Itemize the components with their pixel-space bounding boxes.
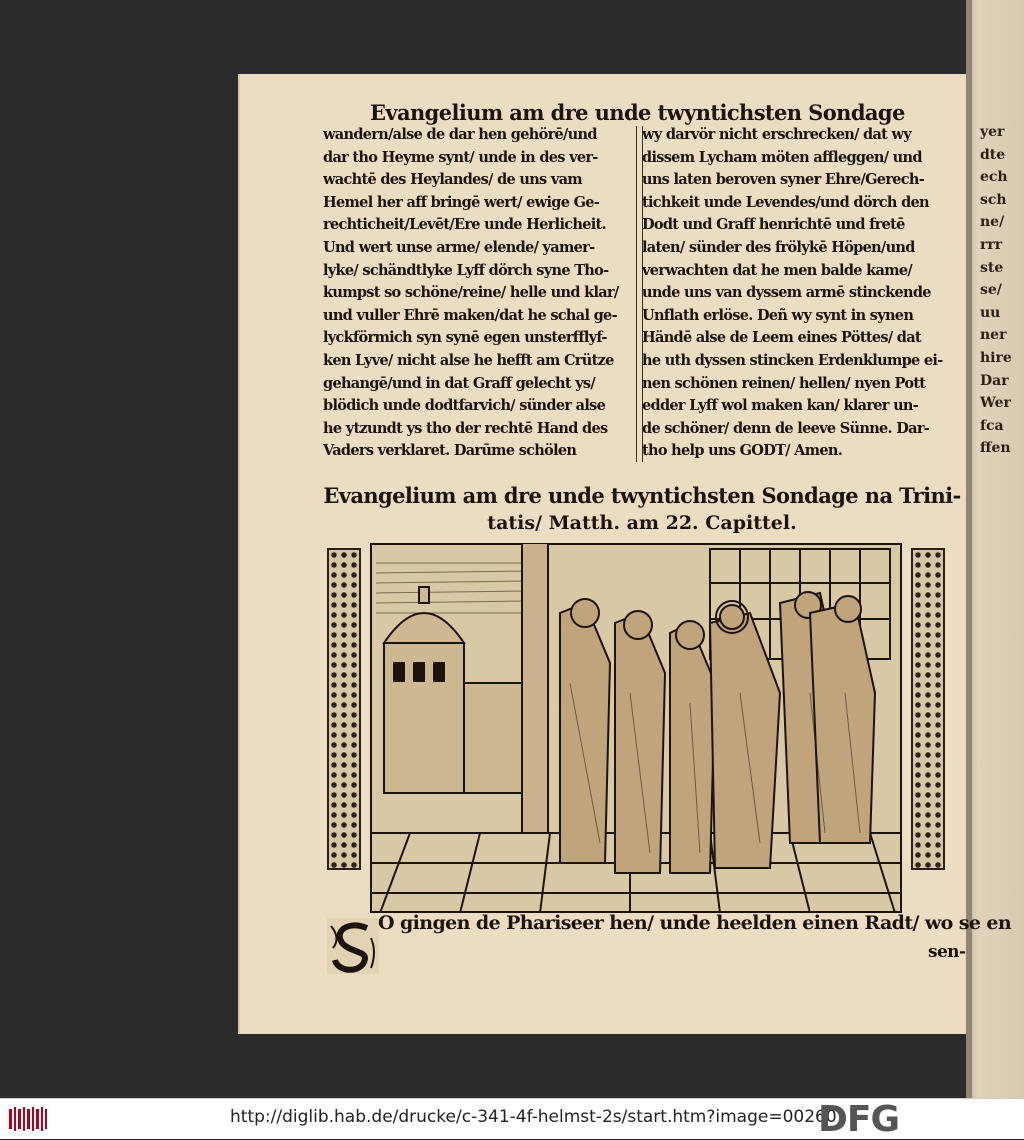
text-line: gehangē/und in dat Graff gelecht ys/ [323, 374, 595, 392]
text-line: he ytzundt ys tho der rechtē Hand des [323, 419, 608, 437]
edge-text-fragment: Wer [980, 395, 1011, 412]
text-line: kumpst so schöne/reine/ helle und klar/ [323, 284, 619, 302]
text-line: und vuller Ehrē maken/dat he schal ge- [323, 306, 617, 324]
text-line: Vaders verklaret. Darūme schölen [323, 442, 577, 460]
decorated-initial-s [327, 918, 379, 974]
edge-text-fragment: hire [980, 350, 1012, 366]
text-line: Und wert unse arme/ elende/ yamer- [323, 238, 595, 256]
footer-bar [0, 1098, 1024, 1139]
text-line: edder Lyff wol maken kan/ klarer un- [642, 397, 919, 415]
text-line: lyckförmich syn synē egen unsterfflyf- [323, 329, 607, 347]
pillar [522, 543, 548, 833]
edge-text-fragment: yer [980, 124, 1005, 140]
body-text-line: O gingen de Phariseer hen/ unde heelden einen Radt/ wo se en [378, 912, 1012, 934]
edge-text-fragment: ne/ [980, 214, 1005, 231]
text-line: Dodt und Graff henrichtē und fretē [642, 216, 905, 234]
text-line: Unflath erlöse. Deñ wy synt in synen [642, 306, 914, 324]
text-line: wachtē des Heylandes/ de uns vam [323, 171, 582, 189]
edge-text-fragment: ffen [980, 440, 1011, 457]
text-column-left [323, 124, 639, 463]
text-line: laten/ sünder des frölykē Höpen/und [642, 238, 915, 256]
text-line: de schöner/ denn de leeve Sünne. Dar- [642, 419, 930, 437]
text-line: Händē alse de Leem eines Pöttes/ dat [642, 329, 921, 347]
text-line: dissem Lycham möten affleggen/ und [642, 148, 922, 166]
edge-text-fragment: se/ [980, 282, 1002, 299]
library-logo-icon [8, 1105, 48, 1133]
text-line: uns laten beroven syner Ehre/Gerech- [642, 171, 925, 189]
edge-text-fragment: rrr [980, 237, 1003, 253]
section-heading [322, 482, 962, 536]
text-line: rechticheit/Levēt/Ere unde Herlicheit. [323, 216, 606, 234]
text-line: verwachten dat he men balde kame/ [642, 261, 912, 279]
edge-text-fragment: sch [980, 191, 1007, 208]
text-line: nen schönen reinen/ hellen/ nyen Pott [642, 374, 926, 392]
edge-text-fragment: ner [980, 327, 1007, 344]
ornamental-border-right [911, 548, 945, 870]
text-line: dar tho Heyme synt/ unde in des ver- [323, 148, 598, 166]
running-title: Evangelium am dre unde twyntichsten Sondage [370, 100, 905, 125]
dfg-logo: DFG [818, 1099, 900, 1140]
text-line: blödich unde dodtfarvich/ sünder alse [323, 397, 606, 415]
woodcut-illustration [370, 543, 902, 913]
catchword: sen- [928, 942, 966, 962]
text-line: tichkeit unde Levendes/und dörch den [642, 193, 929, 211]
edge-text-fragment: ste [980, 259, 1004, 276]
text-line: lyke/ schändtlyke Lyff dörch syne Tho- [323, 261, 609, 279]
edge-text-fragment: Dar [980, 372, 1009, 389]
edge-text-fragment: dte [980, 146, 1006, 163]
text-line: wy darvör nicht erschrecken/ dat wy [642, 126, 912, 143]
edge-text-fragment: fca [980, 417, 1004, 434]
text-line: unde uns van dyssem armē stinckende [642, 284, 931, 302]
ornamental-border-left [327, 548, 361, 870]
text-line: tho help uns GODT/ Amen. [642, 442, 843, 460]
edge-text-fragment: ech [980, 169, 1008, 186]
text-line: ken Lyve/ nicht alse he hefft am Crütze [323, 351, 614, 369]
page-url[interactable]: http://diglib.hab.de/drucke/c-341-4f-helmst-2s/start.htm?image=00260 [230, 1107, 837, 1127]
text-line: wandern/alse de dar hen gehörē/und [323, 126, 597, 143]
text-line: Hemel her aff bringē wert/ ewige Ge- [323, 193, 600, 211]
text-line: he uth dyssen stincken Erdenklumpe ei- [642, 351, 943, 369]
heading-line-2: tatis/ Matth. am 22. Capittel. [487, 512, 797, 534]
heading-line-1: Evangelium am dre unde twyntichsten Sondage na Trini- [323, 483, 961, 508]
edge-text-fragment: uu [980, 304, 1001, 321]
text-column-right [642, 124, 958, 463]
